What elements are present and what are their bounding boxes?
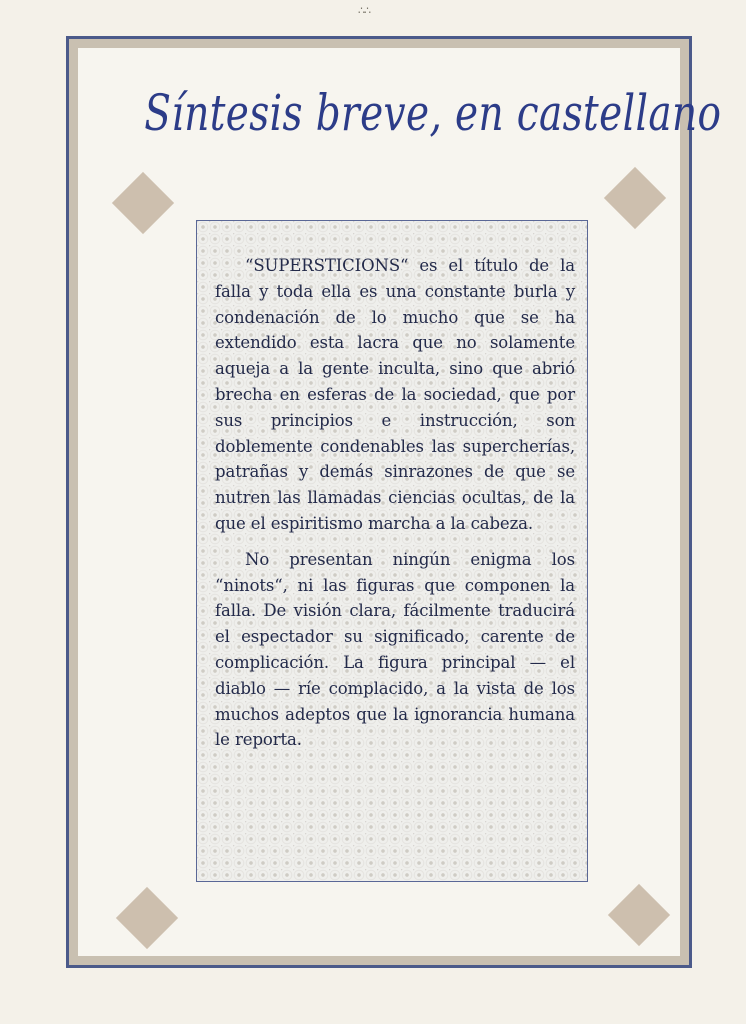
summary-text-box: [196, 220, 588, 882]
page-mark: ∴∴: [358, 4, 370, 17]
diamond-ornament-bottom-right: [608, 884, 670, 946]
page-title: Síntesis breve, en castellano: [144, 84, 722, 142]
diamond-ornament-bottom-left: [116, 887, 178, 949]
inner-panel: [78, 48, 722, 956]
diamond-ornament-top-left: [112, 172, 174, 234]
page-frame: [66, 36, 722, 968]
diamond-ornament-top-right: [604, 167, 666, 229]
summary-paragraph-2: No presentan ningún enigma los “ninots“, ni las figuras que componen la falla. De visión clara, fácilmente traducirá el espectador su significado, carente de complicación. La figura principal — el diablo — ríe complacido, a la vista de los muchos adeptos que la ignorancia humana le reporta.: [215, 549, 575, 750]
summary-paragraph-1: “SUPERSTICIONS“ es el título de la falla y toda ella es una constante burla y condenación de lo mucho que se ha extendido esta lacra que no solamente aqueja a la gente inculta, sino que abrió brecha en esferas de la sociedad, que por sus principios e instrucción, son doblemente condenables las supercherías, patrañas y demás sinrazones de que se nutren las llamadas ciencias ocultas, de la que el espiritismo marcha a la cabeza.: [215, 256, 575, 533]
